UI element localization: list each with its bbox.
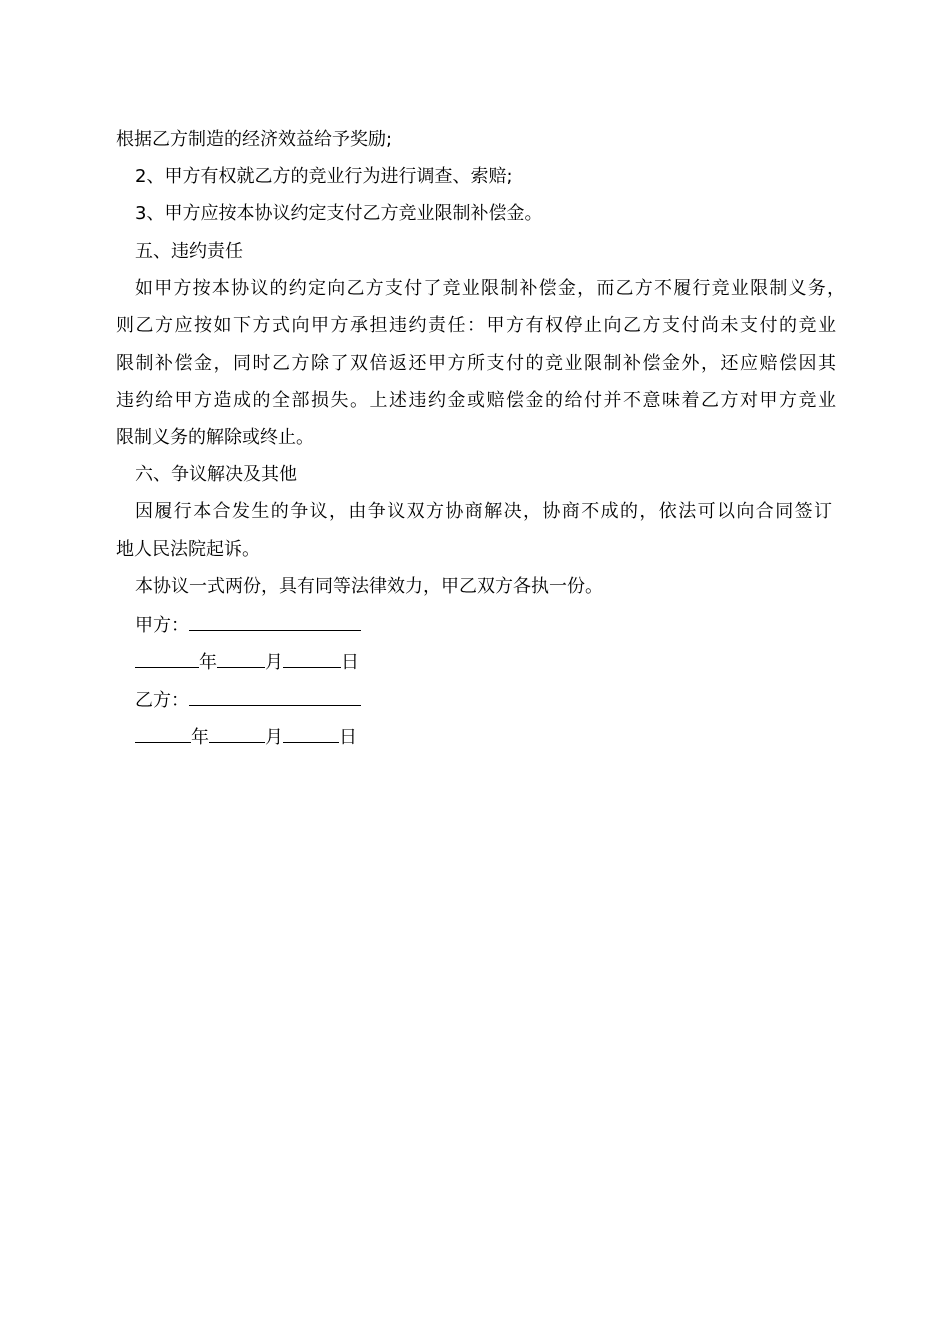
year-blank — [135, 649, 199, 668]
section-heading-breach: 五、违约责任 — [135, 241, 243, 262]
year-label: 年 — [199, 652, 217, 673]
party-b-label: 乙方： — [135, 690, 189, 711]
day-blank — [283, 649, 341, 668]
year-label: 年 — [191, 727, 209, 748]
party-b-signature — [135, 687, 361, 713]
day-label: 日 — [341, 652, 359, 673]
month-label: 月 — [265, 727, 283, 748]
paragraph-line: 本协议一式两份，具有同等法律效力，甲乙双方各执一份。 — [135, 576, 603, 597]
month-label: 月 — [265, 652, 283, 673]
paragraph-line: 限制补偿金，同时乙方除了双倍返还甲方所支付的竞业限制补偿金外，还应赔偿因其 — [116, 353, 836, 374]
month-blank — [209, 724, 265, 743]
year-blank — [135, 724, 191, 743]
party-a-signature — [135, 612, 361, 638]
month-blank — [217, 649, 265, 668]
day-label: 日 — [339, 727, 357, 748]
paragraph-line: 地人民法院起诉。 — [116, 539, 260, 560]
paragraph-line: 违约给甲方造成的全部损失。上述违约金或赔偿金的给付并不意味着乙方对甲方竞业 — [116, 390, 836, 411]
party-b-date — [135, 724, 357, 750]
paragraph-line: 如甲方按本协议的约定向乙方支付了竞业限制补偿金，而乙方不履行竞业限制义务， — [135, 278, 845, 299]
party-b-blank — [189, 687, 361, 706]
paragraph-line: 因履行本合发生的争议，由争议双方协商解决，协商不成的，依法可以向合同签订 — [135, 501, 832, 522]
party-a-date — [135, 649, 359, 675]
paragraph-line: 则乙方应按如下方式向甲方承担违约责任：甲方有权停止向乙方支付尚未支付的竞业 — [116, 315, 836, 336]
paragraph-line: 限制义务的解除或终止。 — [116, 427, 314, 448]
party-a-blank — [189, 612, 361, 631]
day-blank — [283, 724, 339, 743]
party-a-label: 甲方： — [135, 615, 189, 636]
clause-3: 3、甲方应按本协议约定支付乙方竞业限制补偿金。 — [135, 203, 543, 224]
section-heading-dispute: 六、争议解决及其他 — [135, 464, 297, 485]
clause-2: 2、甲方有权就乙方的竞业行为进行调查、索赔; — [135, 166, 513, 187]
paragraph-line: 根据乙方制造的经济效益给予奖励; — [116, 129, 393, 150]
